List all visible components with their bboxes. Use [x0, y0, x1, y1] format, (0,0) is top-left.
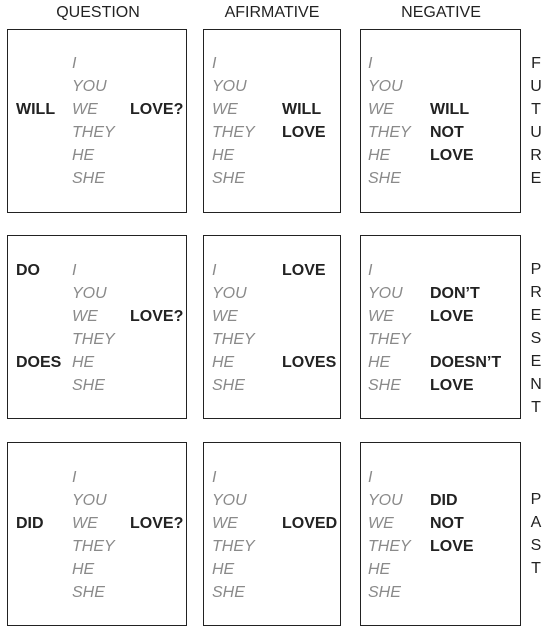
- pronoun-you: YOU: [212, 492, 247, 509]
- pronoun-she: SHE: [212, 170, 245, 187]
- pronoun-he: HE: [212, 561, 235, 578]
- pronoun-i: I: [368, 55, 373, 72]
- future-negative-line2: NOT: [430, 124, 464, 141]
- present-negative-box: [360, 235, 521, 419]
- present-question-box: [7, 235, 187, 419]
- pronoun-they: THEY: [368, 124, 411, 141]
- pronoun-we: WE: [72, 101, 98, 118]
- past-negative-line3: LOVE: [430, 538, 474, 555]
- side-letter: F: [531, 55, 541, 72]
- pronoun-i: I: [212, 262, 217, 279]
- pronoun-you: YOU: [72, 492, 107, 509]
- pronoun-they: THEY: [72, 124, 115, 141]
- present-negative-dont: DON’T: [430, 285, 480, 302]
- future-question-aux: WILL: [16, 101, 56, 118]
- pronoun-they: THEY: [72, 538, 115, 555]
- pronoun-he: HE: [72, 147, 95, 164]
- past-affirmative-verb: LOVED: [282, 515, 338, 532]
- pronoun-you: YOU: [368, 285, 403, 302]
- past-negative-line2: NOT: [430, 515, 464, 532]
- past-question-box: [7, 442, 187, 626]
- past-question-aux: DID: [16, 515, 44, 532]
- pronoun-he: HE: [72, 354, 95, 371]
- present-affirmative-verb-love: LOVE: [282, 262, 326, 279]
- future-affirmative-box: [203, 29, 341, 213]
- present-question-verb: LOVE?: [130, 308, 184, 325]
- pronoun-we: WE: [72, 308, 98, 325]
- future-negative-line1: WILL: [430, 101, 470, 118]
- pronoun-you: YOU: [212, 285, 247, 302]
- past-negative-box: [360, 442, 521, 626]
- future-affirmative-line1: WILL: [282, 101, 322, 118]
- side-letter: T: [531, 399, 541, 416]
- future-affirmative-line2: LOVE: [282, 124, 326, 141]
- side-letter: R: [530, 147, 542, 164]
- pronoun-we: WE: [212, 308, 238, 325]
- present-affirmative-box: [203, 235, 341, 419]
- header-affirmative: AFIRMATIVE: [224, 4, 320, 21]
- pronoun-you: YOU: [72, 285, 107, 302]
- pronoun-he: HE: [72, 561, 95, 578]
- pronoun-you: YOU: [72, 78, 107, 95]
- pronoun-they: THEY: [368, 538, 411, 555]
- pronoun-i: I: [212, 55, 217, 72]
- side-letter: E: [530, 307, 542, 324]
- pronoun-they: THEY: [212, 331, 255, 348]
- present-negative-love-1: LOVE: [430, 308, 474, 325]
- pronoun-they: THEY: [368, 331, 411, 348]
- pronoun-we: WE: [72, 515, 98, 532]
- side-letter: P: [530, 261, 542, 278]
- pronoun-she: SHE: [212, 584, 245, 601]
- pronoun-we: WE: [368, 515, 394, 532]
- pronoun-she: SHE: [368, 584, 401, 601]
- side-letter: U: [530, 124, 542, 141]
- pronoun-he: HE: [212, 354, 235, 371]
- pronoun-he: HE: [212, 147, 235, 164]
- side-letter: T: [531, 560, 541, 577]
- pronoun-she: SHE: [368, 377, 401, 394]
- side-letter: U: [530, 78, 542, 95]
- header-question: QUESTION: [56, 4, 140, 21]
- pronoun-he: HE: [368, 561, 391, 578]
- header-negative: NEGATIVE: [401, 4, 481, 21]
- past-question-verb: LOVE?: [130, 515, 184, 532]
- side-label-past: [527, 488, 545, 580]
- pronoun-we: WE: [212, 515, 238, 532]
- side-letter: T: [531, 101, 541, 118]
- pronoun-they: THEY: [72, 331, 115, 348]
- side-letter: N: [530, 376, 542, 393]
- side-label-present: [527, 258, 545, 419]
- side-letter: P: [530, 491, 542, 508]
- side-letter: E: [530, 170, 542, 187]
- pronoun-i: I: [72, 262, 77, 279]
- pronoun-she: SHE: [212, 377, 245, 394]
- pronoun-he: HE: [368, 147, 391, 164]
- side-letter: E: [530, 353, 542, 370]
- pronoun-i: I: [368, 262, 373, 279]
- pronoun-i: I: [72, 55, 77, 72]
- pronoun-he: HE: [368, 354, 391, 371]
- side-letter: S: [530, 330, 542, 347]
- pronoun-she: SHE: [368, 170, 401, 187]
- pronoun-you: YOU: [212, 78, 247, 95]
- side-label-future: [527, 52, 545, 190]
- past-negative-line1: DID: [430, 492, 458, 509]
- pronoun-you: YOU: [368, 78, 403, 95]
- present-affirmative-verb-loves: LOVES: [282, 354, 337, 371]
- future-negative-line3: LOVE: [430, 147, 474, 164]
- pronoun-we: WE: [212, 101, 238, 118]
- side-letter: A: [530, 514, 542, 531]
- side-letter: S: [530, 537, 542, 554]
- future-question-verb: LOVE?: [130, 101, 184, 118]
- side-letter: R: [530, 284, 542, 301]
- present-negative-doesnt: DOESN’T: [430, 354, 502, 371]
- pronoun-she: SHE: [72, 377, 105, 394]
- pronoun-they: THEY: [212, 538, 255, 555]
- future-negative-box: [360, 29, 521, 213]
- pronoun-i: I: [368, 469, 373, 486]
- pronoun-they: THEY: [212, 124, 255, 141]
- pronoun-she: SHE: [72, 170, 105, 187]
- future-question-box: [7, 29, 187, 213]
- pronoun-i: I: [212, 469, 217, 486]
- present-negative-love-2: LOVE: [430, 377, 474, 394]
- present-question-aux-does: DOES: [16, 354, 62, 371]
- pronoun-you: YOU: [368, 492, 403, 509]
- pronoun-we: WE: [368, 308, 394, 325]
- present-question-aux-do: DO: [16, 262, 40, 279]
- pronoun-i: I: [72, 469, 77, 486]
- pronoun-she: SHE: [72, 584, 105, 601]
- past-affirmative-box: [203, 442, 341, 626]
- pronoun-we: WE: [368, 101, 394, 118]
